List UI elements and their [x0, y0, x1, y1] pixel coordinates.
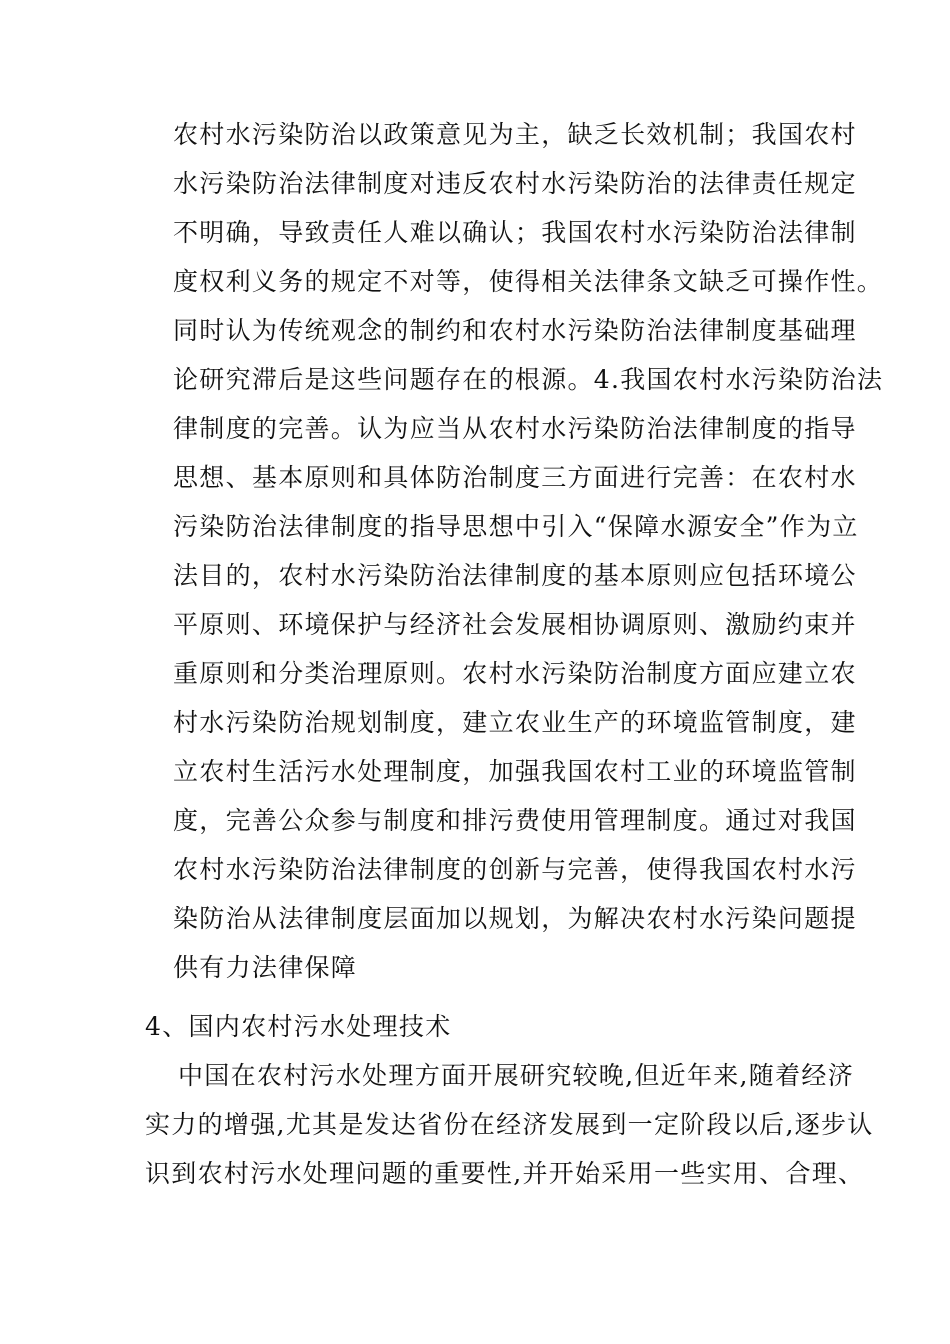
text-line: 同时认为传统观念的制约和农村水污染防治法律制度基础理 — [173, 316, 857, 345]
text-line: 度权利义务的规定不对等，使得相关法律条文缺乏可操作性。 — [173, 267, 884, 296]
text-line: 供有力法律保障 — [173, 953, 358, 982]
text-line: 不明确，导致责任人难以确认；我国农村水污染防治法律制 — [173, 218, 857, 247]
body-paragraph — [145, 1051, 874, 1198]
text-line: 农村水污染防治法律制度的创新与完善，使得我国农村水污 — [173, 855, 857, 884]
section-heading — [145, 1002, 825, 1051]
text-line: 实力的增强,尤其是发达省份在经济发展到一定阶段以后,逐步认 — [145, 1110, 874, 1139]
text-line: 污染防治法律制度的指导思想中引入“保障水源安全”作为立 — [173, 512, 859, 541]
text-line: 水污染防治法律制度对违反农村水污染防治的法律责任规定 — [173, 169, 857, 198]
text-line: 立农村生活污水处理制度，加强我国农村工业的环境监管制 — [173, 757, 857, 786]
text-line: 识到农村污水处理问题的重要性,并开始采用一些实用、合理、 — [145, 1159, 865, 1188]
section-heading-text: 4、国内农村污水处理技术 — [145, 1012, 452, 1041]
text-line: 度，完善公众参与制度和排污费使用管理制度。通过对我国 — [173, 806, 857, 835]
text-line: 论研究滞后是这些问题存在的根源。4.我国农村水污染防治法 — [173, 365, 884, 394]
text-line: 律制度的完善。认为应当从农村水污染防治法律制度的指导 — [173, 414, 857, 443]
text-line: 重原则和分类治理原则。农村水污染防治制度方面应建立农 — [173, 659, 857, 688]
text-line: 中国在农村污水处理方面开展研究较晚,但近年来,随着经济 — [178, 1061, 854, 1090]
text-line: 平原则、环境保护与经济社会发展相协调原则、激励约束并 — [173, 610, 857, 639]
text-line: 思想、基本原则和具体防治制度三方面进行完善：在农村水 — [173, 463, 857, 492]
text-line: 染防治从法律制度层面加以规划，为解决农村水污染问题提 — [173, 904, 857, 933]
indented-text-block — [173, 110, 884, 992]
text-line: 农村水污染防治以政策意见为主，缺乏长效机制；我国农村 — [173, 120, 857, 149]
text-line: 法目的，农村水污染防治法律制度的基本原则应包括环境公 — [173, 561, 857, 590]
text-line: 村水污染防治规划制度，建立农业生产的环境监管制度，建 — [173, 708, 857, 737]
